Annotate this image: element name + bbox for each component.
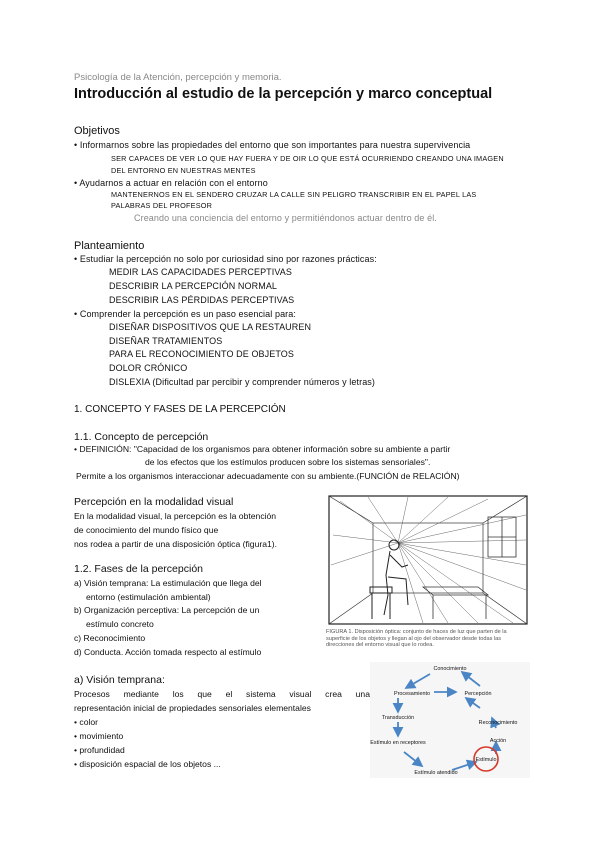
page-title: Introducción al estudio de la percepción y marco conceptual	[74, 86, 493, 102]
cycle-node: Estímulo	[475, 757, 497, 763]
planteamiento-list1-item: MEDIR LAS CAPACIDADES PERCEPTIVAS	[109, 267, 293, 277]
planteamiento-list1-item: DESCRIBIR LA PERCEPCIÓN NORMAL	[109, 281, 278, 291]
planteamiento-list2-item: DISEÑAR TRATAMIENTOS	[109, 336, 223, 346]
vision-temprana-heading: a) Visión temprana:	[74, 674, 165, 686]
vision-list-item: • profundidad	[74, 745, 125, 755]
objetivos-caps-1a: SER CAPACES DE VER LO QUE HAY FUERA Y DE OIR LO QUE ESTÁ OCURRIENDO CREANDO UNA IMAGEN	[111, 154, 504, 163]
section-1-1-heading: 1.1. Concepto de percepción	[74, 431, 209, 443]
figure-1-optical-array	[328, 495, 528, 625]
planteamiento-list2-item: DOLOR CRÓNICO	[109, 363, 188, 373]
planteamiento-list2-item: DISEÑAR DISPOSITIVOS QUE LA RESTAUREN	[109, 322, 312, 332]
cycle-node: Percepción	[464, 691, 492, 697]
definition-line-3: Permite a los organismos interaccionar adecuadamente con su ambiente.(FUNCIÓN de RELACIÓN)	[76, 471, 460, 481]
planteamiento-bullet-1: • Estudiar la percepción no solo por curiosidad sino por razones prácticas:	[74, 254, 377, 264]
fase-item: a) Visión temprana: La estimulación que llega del	[74, 578, 262, 588]
objetivos-bullet-1: • Informarnos sobre las propiedades del entorno que son importantes para nuestra supervivencia	[74, 140, 471, 150]
fases-heading: 1.2. Fases de la percepción	[74, 563, 203, 575]
cycle-node: Conocimiento	[433, 666, 467, 672]
planteamiento-heading: Planteamiento	[74, 240, 145, 252]
cycle-node: Reconocimiento	[478, 720, 518, 726]
perceptual-cycle-diagram	[370, 662, 530, 778]
cycle-node: Estímulo atendido	[414, 770, 458, 776]
vision-paragraph-line: representación inicial de propiedades sensoriales elementales	[74, 703, 311, 713]
cycle-node: Estímulo en receptores	[370, 740, 426, 746]
definition-line-1: • DEFINICIÓN: "Capacidad de los organismos para obtener información sobre su ambiente a partir	[74, 444, 451, 454]
objetivos-caps-2a: MANTENERNOS EN EL SENDERO CRUZAR LA CALLE SIN PELIGRO TRANSCRIBIR EN EL PAPEL LAS	[111, 190, 477, 199]
vision-list-item: • color	[74, 717, 99, 727]
visual-paragraph-line: nos rodea a partir de una disposición óptica (figura1).	[74, 539, 278, 549]
objetivos-caps-2b: PALABRAS DEL PROFESOR	[111, 201, 213, 210]
objetivos-caps-1b: DEL ENTORNO EN NUESTRAS MENTES	[111, 166, 256, 175]
fase-item: d) Conducta. Acción tomada respecto al estímulo	[74, 647, 262, 657]
planteamiento-list1-item: DESCRIBIR LAS PÉRDIDAS PERCEPTIVAS	[109, 295, 295, 305]
objetivos-bullet-2: • Ayudarnos a actuar en relación con el entorno	[74, 178, 268, 188]
cycle-node: Acción	[489, 738, 507, 744]
visual-paragraph-line: En la modalidad visual, la percepción es la obtención	[74, 511, 277, 521]
figure-1-caption: FIGURA 1. Disposición óptica: conjunto de haces de luz que parten de la superficie de los objetos y llegan al ojo del observador desde todas las direcciones del entorno visual que lo rodea.	[326, 629, 507, 648]
fase-item: estímulo concreto	[86, 619, 154, 629]
planteamiento-bullet-2: • Comprender la percepción es un paso esencial para:	[74, 309, 296, 319]
vision-paragraph-line: Procesos mediante los que el sistema visual crea una	[74, 689, 370, 699]
fase-item: entorno (estimulación ambiental)	[86, 592, 211, 602]
objetivos-note: Creando una conciencia del entorno y permitiéndonos actuar dentro de él.	[134, 213, 437, 223]
definition-line-2: de los efectos que los estímulos producen sobre los sistemas sensoriales".	[145, 457, 431, 467]
vision-list-item: • movimiento	[74, 731, 124, 741]
planteamiento-list2-item: DISLEXIA (Dificultad par percibir y comprender números y letras)	[109, 377, 375, 387]
vision-list-item: • disposición espacial de los objetos ...	[74, 759, 221, 769]
cycle-node: Transducción	[381, 715, 415, 721]
cycle-node: Procesamiento	[394, 691, 430, 697]
visual-paragraph-line: de conocimiento del mundo físico que	[74, 525, 219, 535]
planteamiento-list2-item: PARA EL RECONOCIMIENTO DE OBJETOS	[109, 349, 295, 359]
fase-item: c) Reconocimiento	[74, 633, 146, 643]
objetivos-heading: Objetivos	[74, 125, 120, 137]
section-1-heading: 1. CONCEPTO Y FASES DE LA PERCEPCIÓN	[74, 404, 286, 415]
visual-heading: Percepción en la modalidad visual	[74, 496, 234, 508]
fase-item: b) Organización perceptiva: La percepción de un	[74, 605, 260, 615]
page-header: Psicología de la Atención, percepción y memoria.	[74, 72, 282, 83]
